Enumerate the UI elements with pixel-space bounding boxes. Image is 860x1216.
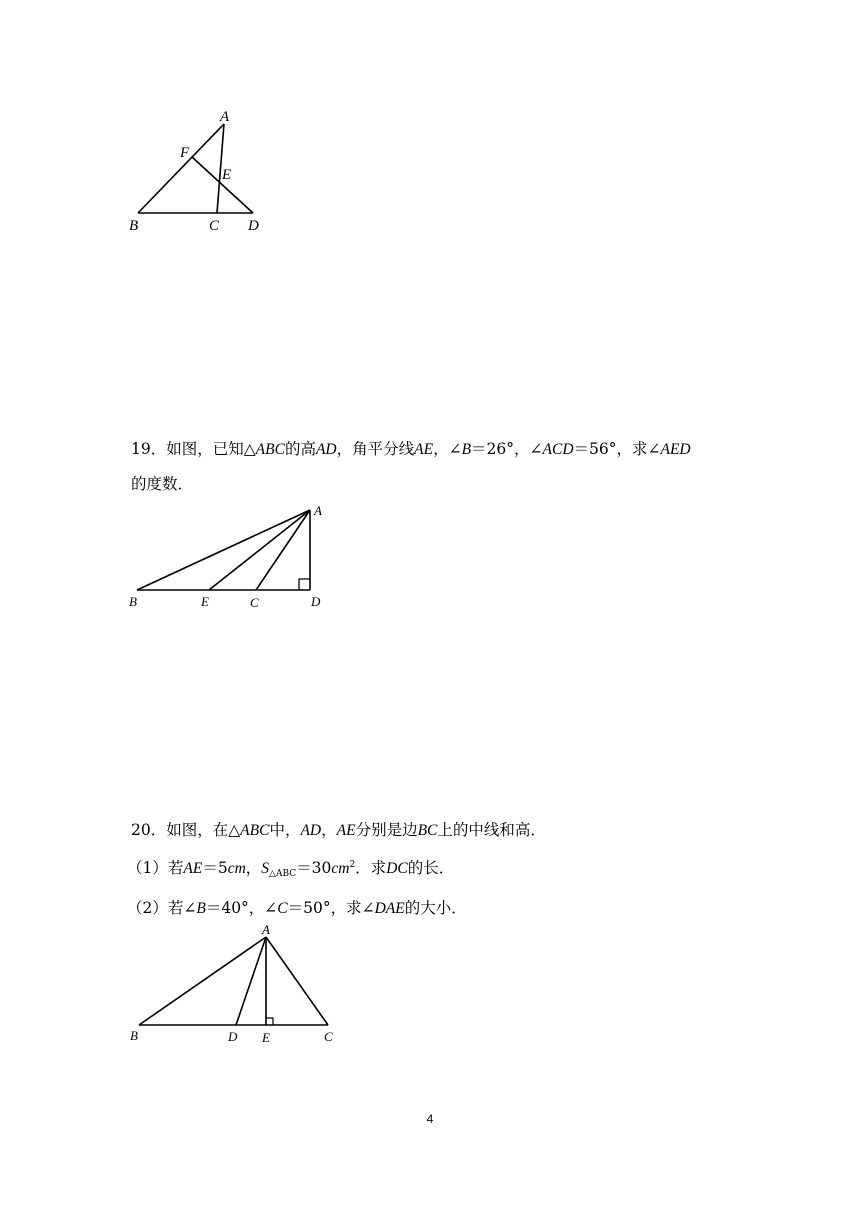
label-d: D (228, 1029, 238, 1044)
right-angle-mark (299, 579, 310, 590)
figure-q18 (120, 100, 280, 240)
label-e: E (222, 167, 232, 183)
question-20-part-2: （2）若∠B＝40°，∠C＝50°，求∠DAE的大小． (127, 899, 467, 917)
right-angle-mark (266, 1018, 273, 1025)
label-a: A (220, 109, 230, 125)
figure-q20 (125, 918, 350, 1048)
question-19 (131, 432, 741, 501)
segment-ac (266, 937, 328, 1025)
question-20 (127, 813, 741, 926)
segment-ab (139, 937, 266, 1025)
question-19-text: 19．如图，已知△ABC的高AD，角平分线AE，∠B＝26°，∠ACD＝56°，求∠AED 的度数． (131, 440, 691, 493)
label-e: E (201, 594, 209, 609)
label-a: A (314, 503, 322, 518)
label-f: F (180, 145, 190, 161)
label-b: B (129, 218, 139, 234)
segment-fd (192, 157, 253, 213)
figure-q19 (125, 498, 345, 613)
label-b: B (129, 594, 137, 609)
segment-ab (138, 124, 224, 213)
question-number: 19． (131, 440, 167, 458)
label-d: D (311, 594, 321, 609)
question-20-stem: 20．如图，在△ABC中，AD，AE分别是边BC上的中线和高． (131, 821, 546, 839)
label-c: C (324, 1029, 333, 1044)
label-a: A (262, 922, 270, 937)
label-e: E (262, 1030, 270, 1045)
question-number: 20． (131, 821, 167, 839)
label-d: D (248, 218, 259, 234)
segment-ad (236, 937, 266, 1025)
label-b: B (130, 1028, 138, 1043)
label-c: C (209, 218, 220, 234)
label-c: C (250, 595, 259, 610)
page-number: 4 (426, 1112, 434, 1126)
question-20-part-1: （1）若AE＝5cm，$S_{\triangle ABC}=30cm^2$．求DC的长． (127, 859, 455, 879)
